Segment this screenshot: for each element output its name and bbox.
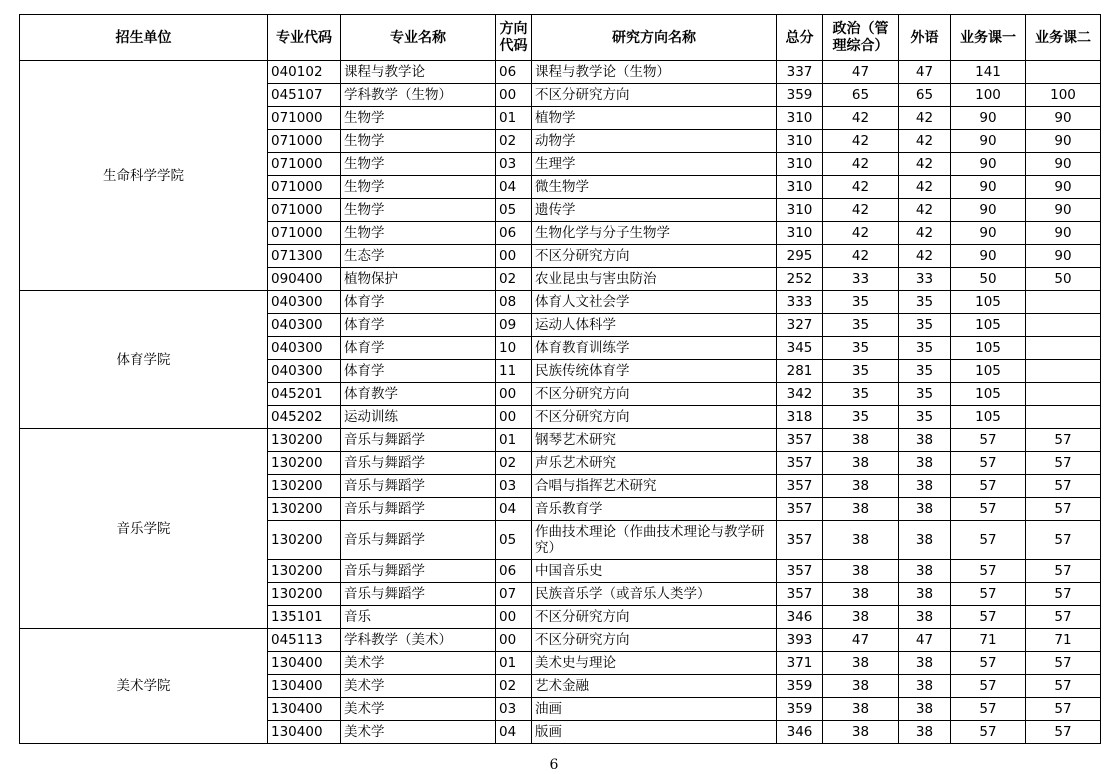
course2-cell: 57 [1026,721,1101,744]
politics-cell: 38 [823,498,899,521]
foreign-cell: 38 [899,498,951,521]
politics-cell: 38 [823,521,899,560]
table-header [20,15,1101,61]
course1-cell: 90 [951,130,1026,153]
dir-code-cell: 04 [496,176,532,199]
dir-code-cell: 03 [496,698,532,721]
name-cell: 体育学 [341,314,496,337]
unit-cell: 音乐学院 [20,429,268,629]
header-dir-name: 研究方向名称 [532,15,777,61]
course2-cell [1026,383,1101,406]
total-cell: 310 [777,176,823,199]
total-cell: 333 [777,291,823,314]
header-course2: 业务课二 [1026,15,1101,61]
course1-cell: 57 [951,521,1026,560]
dir-code-cell: 06 [496,560,532,583]
course2-cell: 90 [1026,176,1101,199]
dir-code-cell: 05 [496,199,532,222]
code-cell: 130400 [268,721,341,744]
foreign-cell: 35 [899,314,951,337]
politics-cell: 38 [823,560,899,583]
politics-cell: 38 [823,429,899,452]
dir-name-cell: 中国音乐史 [532,560,777,583]
table-row [20,291,1101,314]
course1-cell: 105 [951,383,1026,406]
dir-name-cell: 合唱与指挥艺术研究 [532,475,777,498]
dir-code-cell: 08 [496,291,532,314]
foreign-cell: 38 [899,429,951,452]
table-body [20,61,1101,744]
politics-cell: 35 [823,314,899,337]
course2-cell: 100 [1026,84,1101,107]
course1-cell: 90 [951,153,1026,176]
course1-cell: 57 [951,498,1026,521]
dir-code-cell: 01 [496,652,532,675]
code-cell: 045113 [268,629,341,652]
dir-name-cell: 钢琴艺术研究 [532,429,777,452]
name-cell: 课程与教学论 [341,61,496,84]
course1-cell: 105 [951,337,1026,360]
foreign-cell: 42 [899,130,951,153]
code-cell: 071000 [268,130,341,153]
name-cell: 体育教学 [341,383,496,406]
total-cell: 359 [777,675,823,698]
politics-cell: 42 [823,130,899,153]
dir-name-cell: 课程与教学论（生物） [532,61,777,84]
total-cell: 359 [777,84,823,107]
course2-cell: 90 [1026,153,1101,176]
course2-cell: 90 [1026,107,1101,130]
foreign-cell: 47 [899,61,951,84]
table-row [20,629,1101,652]
dir-name-cell: 音乐教育学 [532,498,777,521]
course2-cell: 57 [1026,498,1101,521]
foreign-cell: 38 [899,583,951,606]
politics-cell: 42 [823,176,899,199]
total-cell: 371 [777,652,823,675]
politics-cell: 38 [823,475,899,498]
dir-name-cell: 不区分研究方向 [532,84,777,107]
total-cell: 342 [777,383,823,406]
dir-code-cell: 10 [496,337,532,360]
dir-code-cell: 09 [496,314,532,337]
page-number: 6 [549,757,559,773]
header-course1: 业务课一 [951,15,1026,61]
course1-cell: 90 [951,107,1026,130]
course1-cell: 57 [951,652,1026,675]
course2-cell: 57 [1026,698,1101,721]
foreign-cell: 35 [899,337,951,360]
politics-cell: 65 [823,84,899,107]
code-cell: 130400 [268,675,341,698]
code-cell: 040300 [268,291,341,314]
course2-cell: 90 [1026,222,1101,245]
code-cell: 130200 [268,475,341,498]
course1-cell: 57 [951,583,1026,606]
course1-cell: 57 [951,475,1026,498]
course2-cell: 90 [1026,199,1101,222]
total-cell: 310 [777,199,823,222]
name-cell: 音乐与舞蹈学 [341,560,496,583]
name-cell: 体育学 [341,337,496,360]
course1-cell: 90 [951,245,1026,268]
dir-code-cell: 06 [496,222,532,245]
politics-cell: 35 [823,360,899,383]
code-cell: 045202 [268,406,341,429]
dir-name-cell: 美术史与理论 [532,652,777,675]
code-cell: 040102 [268,61,341,84]
course2-cell: 57 [1026,560,1101,583]
total-cell: 357 [777,475,823,498]
foreign-cell: 38 [899,521,951,560]
politics-cell: 47 [823,629,899,652]
course2-cell: 57 [1026,652,1101,675]
dir-code-cell: 03 [496,475,532,498]
header-foreign: 外语 [899,15,951,61]
total-cell: 393 [777,629,823,652]
dir-code-cell: 00 [496,84,532,107]
dir-code-cell: 00 [496,383,532,406]
name-cell: 生物学 [341,107,496,130]
dir-code-cell: 01 [496,429,532,452]
foreign-cell: 42 [899,153,951,176]
course1-cell: 57 [951,560,1026,583]
score-table-container [19,14,1100,744]
code-cell: 130400 [268,698,341,721]
header-total: 总分 [777,15,823,61]
name-cell: 音乐 [341,606,496,629]
course2-cell [1026,61,1101,84]
dir-code-cell: 02 [496,130,532,153]
course1-cell: 90 [951,222,1026,245]
dir-code-cell: 05 [496,521,532,560]
unit-cell: 体育学院 [20,291,268,429]
dir-name-cell: 民族音乐学（或音乐人类学） [532,583,777,606]
course2-cell: 57 [1026,675,1101,698]
dir-code-cell: 01 [496,107,532,130]
politics-cell: 38 [823,675,899,698]
dir-name-cell: 声乐艺术研究 [532,452,777,475]
politics-cell: 38 [823,583,899,606]
dir-code-cell: 00 [496,606,532,629]
politics-cell: 33 [823,268,899,291]
total-cell: 345 [777,337,823,360]
code-cell: 071000 [268,199,341,222]
dir-name-cell: 民族传统体育学 [532,360,777,383]
dir-code-cell: 11 [496,360,532,383]
course2-cell: 57 [1026,475,1101,498]
dir-name-cell: 不区分研究方向 [532,406,777,429]
dir-name-cell: 体育人文社会学 [532,291,777,314]
total-cell: 318 [777,406,823,429]
dir-code-cell: 04 [496,721,532,744]
course1-cell: 90 [951,199,1026,222]
total-cell: 359 [777,698,823,721]
dir-name-cell: 不区分研究方向 [532,629,777,652]
code-cell: 130400 [268,652,341,675]
total-cell: 357 [777,452,823,475]
dir-name-cell: 微生物学 [532,176,777,199]
foreign-cell: 35 [899,360,951,383]
foreign-cell: 38 [899,652,951,675]
dir-code-cell: 03 [496,153,532,176]
foreign-cell: 38 [899,698,951,721]
total-cell: 357 [777,560,823,583]
name-cell: 生物学 [341,130,496,153]
name-cell: 植物保护 [341,268,496,291]
dir-name-cell: 动物学 [532,130,777,153]
header-row [20,15,1101,61]
dir-name-cell: 版画 [532,721,777,744]
foreign-cell: 35 [899,406,951,429]
foreign-cell: 42 [899,245,951,268]
name-cell: 音乐与舞蹈学 [341,429,496,452]
code-cell: 135101 [268,606,341,629]
course2-cell: 90 [1026,130,1101,153]
politics-cell: 42 [823,107,899,130]
name-cell: 美术学 [341,698,496,721]
dir-code-cell: 00 [496,629,532,652]
foreign-cell: 42 [899,107,951,130]
course1-cell: 57 [951,452,1026,475]
course1-cell: 71 [951,629,1026,652]
foreign-cell: 38 [899,475,951,498]
dir-name-cell: 遗传学 [532,199,777,222]
name-cell: 体育学 [341,360,496,383]
total-cell: 295 [777,245,823,268]
code-cell: 071000 [268,153,341,176]
course1-cell: 57 [951,606,1026,629]
code-cell: 071000 [268,222,341,245]
course1-cell: 50 [951,268,1026,291]
name-cell: 音乐与舞蹈学 [341,521,496,560]
code-cell: 130200 [268,429,341,452]
table-row [20,429,1101,452]
course2-cell: 57 [1026,583,1101,606]
foreign-cell: 38 [899,560,951,583]
course2-cell [1026,291,1101,314]
dir-name-cell: 不区分研究方向 [532,383,777,406]
code-cell: 071000 [268,176,341,199]
total-cell: 346 [777,721,823,744]
foreign-cell: 35 [899,383,951,406]
name-cell: 运动训练 [341,406,496,429]
name-cell: 音乐与舞蹈学 [341,498,496,521]
name-cell: 学科教学（生物） [341,84,496,107]
name-cell: 学科教学（美术） [341,629,496,652]
course2-cell: 57 [1026,452,1101,475]
total-cell: 310 [777,153,823,176]
dir-name-cell: 艺术金融 [532,675,777,698]
politics-cell: 38 [823,721,899,744]
dir-name-cell: 不区分研究方向 [532,245,777,268]
course2-cell [1026,406,1101,429]
foreign-cell: 33 [899,268,951,291]
course1-cell: 105 [951,314,1026,337]
table-row [20,61,1101,84]
politics-cell: 42 [823,245,899,268]
politics-cell: 38 [823,452,899,475]
foreign-cell: 42 [899,176,951,199]
total-cell: 337 [777,61,823,84]
course1-cell: 105 [951,291,1026,314]
course2-cell [1026,360,1101,383]
code-cell: 130200 [268,583,341,606]
course2-cell: 57 [1026,521,1101,560]
name-cell: 生物学 [341,176,496,199]
dir-name-cell: 体育教育训练学 [532,337,777,360]
admission-score-table [19,14,1101,744]
total-cell: 357 [777,521,823,560]
header-dir-code: 方向代码 [496,15,532,61]
politics-cell: 47 [823,61,899,84]
total-cell: 310 [777,107,823,130]
dir-name-cell: 生物化学与分子生物学 [532,222,777,245]
course1-cell: 90 [951,176,1026,199]
dir-name-cell: 生理学 [532,153,777,176]
code-cell: 130200 [268,521,341,560]
total-cell: 357 [777,429,823,452]
politics-cell: 42 [823,153,899,176]
dir-name-cell: 运动人体科学 [532,314,777,337]
total-cell: 310 [777,222,823,245]
name-cell: 美术学 [341,721,496,744]
header-politics: 政治（管理综合） [823,15,899,61]
politics-cell: 42 [823,199,899,222]
dir-name-cell: 作曲技术理论（作曲技术理论与教学研究） [532,521,777,560]
code-cell: 040300 [268,360,341,383]
foreign-cell: 47 [899,629,951,652]
foreign-cell: 38 [899,721,951,744]
code-cell: 040300 [268,314,341,337]
name-cell: 生物学 [341,199,496,222]
politics-cell: 35 [823,291,899,314]
name-cell: 体育学 [341,291,496,314]
dir-name-cell: 农业昆虫与害虫防治 [532,268,777,291]
politics-cell: 38 [823,652,899,675]
course2-cell [1026,337,1101,360]
course2-cell: 57 [1026,429,1101,452]
total-cell: 310 [777,130,823,153]
unit-cell: 生命科学学院 [20,61,268,291]
course2-cell: 90 [1026,245,1101,268]
foreign-cell: 42 [899,199,951,222]
total-cell: 346 [777,606,823,629]
course1-cell: 57 [951,698,1026,721]
name-cell: 音乐与舞蹈学 [341,452,496,475]
code-cell: 040300 [268,337,341,360]
dir-code-cell: 02 [496,675,532,698]
politics-cell: 38 [823,698,899,721]
course2-cell: 71 [1026,629,1101,652]
total-cell: 357 [777,583,823,606]
course1-cell: 141 [951,61,1026,84]
name-cell: 美术学 [341,675,496,698]
code-cell: 045201 [268,383,341,406]
course1-cell: 105 [951,360,1026,383]
total-cell: 281 [777,360,823,383]
dir-name-cell: 油画 [532,698,777,721]
politics-cell: 42 [823,222,899,245]
code-cell: 130200 [268,560,341,583]
foreign-cell: 38 [899,675,951,698]
dir-name-cell: 植物学 [532,107,777,130]
foreign-cell: 38 [899,606,951,629]
dir-code-cell: 00 [496,406,532,429]
course1-cell: 57 [951,721,1026,744]
course1-cell: 105 [951,406,1026,429]
code-cell: 130200 [268,452,341,475]
total-cell: 327 [777,314,823,337]
dir-code-cell: 07 [496,583,532,606]
foreign-cell: 42 [899,222,951,245]
dir-code-cell: 00 [496,245,532,268]
dir-name-cell: 不区分研究方向 [532,606,777,629]
name-cell: 美术学 [341,652,496,675]
name-cell: 音乐与舞蹈学 [341,583,496,606]
code-cell: 071300 [268,245,341,268]
dir-code-cell: 02 [496,452,532,475]
politics-cell: 38 [823,606,899,629]
header-code: 专业代码 [268,15,341,61]
politics-cell: 35 [823,406,899,429]
course1-cell: 57 [951,429,1026,452]
name-cell: 生物学 [341,222,496,245]
foreign-cell: 38 [899,452,951,475]
foreign-cell: 35 [899,291,951,314]
total-cell: 357 [777,498,823,521]
unit-cell: 美术学院 [20,629,268,744]
name-cell: 音乐与舞蹈学 [341,475,496,498]
course2-cell [1026,314,1101,337]
dir-code-cell: 02 [496,268,532,291]
course1-cell: 57 [951,675,1026,698]
code-cell: 090400 [268,268,341,291]
name-cell: 生物学 [341,153,496,176]
code-cell: 071000 [268,107,341,130]
code-cell: 045107 [268,84,341,107]
politics-cell: 35 [823,383,899,406]
politics-cell: 35 [823,337,899,360]
code-cell: 130200 [268,498,341,521]
header-name: 专业名称 [341,15,496,61]
name-cell: 生态学 [341,245,496,268]
dir-code-cell: 04 [496,498,532,521]
total-cell: 252 [777,268,823,291]
dir-code-cell: 06 [496,61,532,84]
foreign-cell: 65 [899,84,951,107]
header-unit: 招生单位 [20,15,268,61]
course1-cell: 100 [951,84,1026,107]
course2-cell: 57 [1026,606,1101,629]
course2-cell: 50 [1026,268,1101,291]
